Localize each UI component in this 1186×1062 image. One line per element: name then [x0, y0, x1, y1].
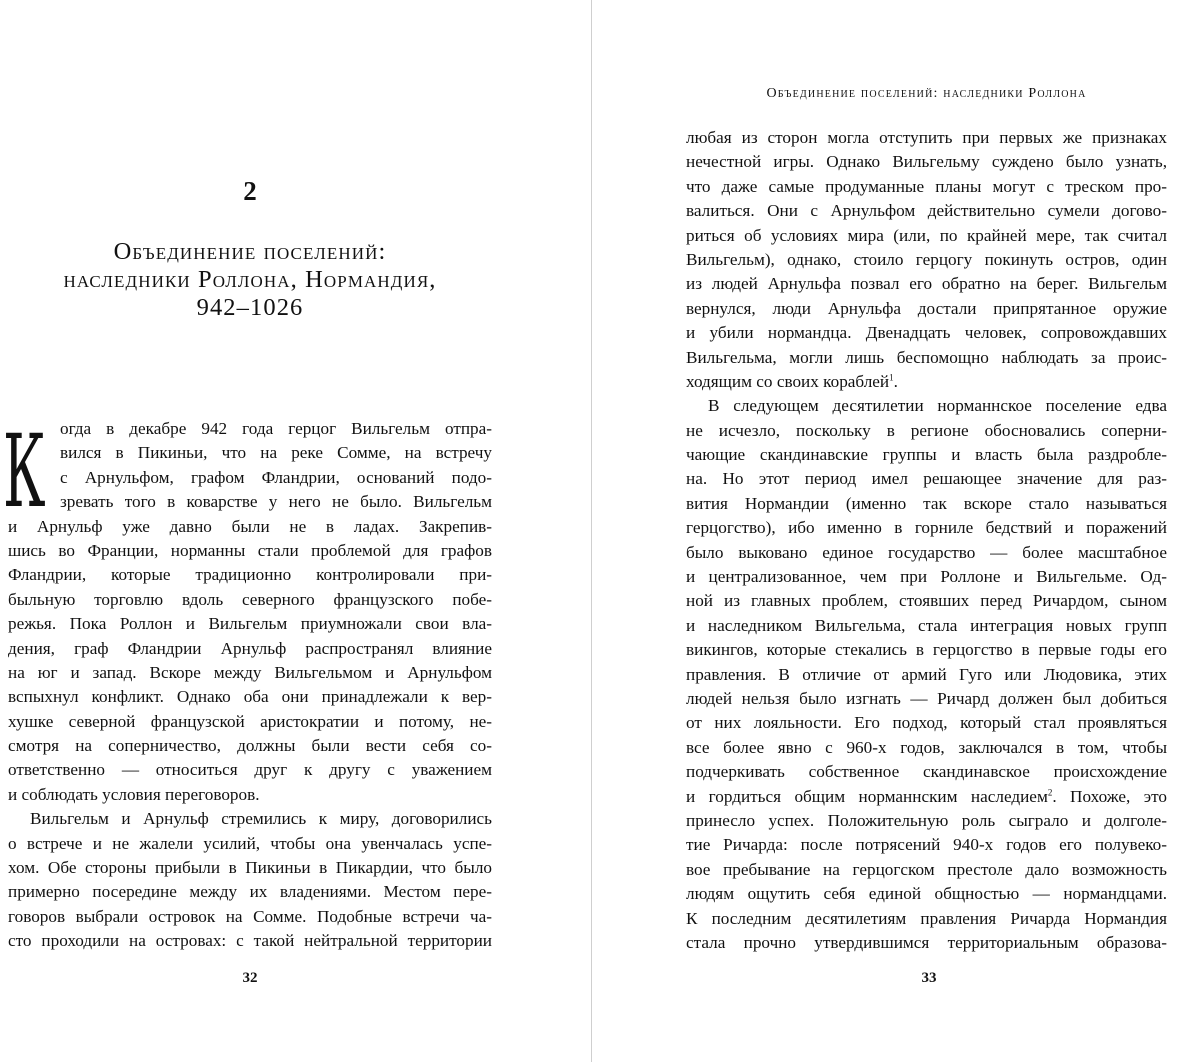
text-line: все более явно с 960-х годов, заключался в том, чтобы [686, 737, 1167, 757]
text-line: дения, граф Фландрии Арнульф распространял влияние [8, 638, 492, 658]
chapter-title [0, 238, 500, 322]
text-line: риться об условиях мира (или, по крайней мере, так считал [686, 225, 1167, 245]
text-line: К последним десятилетиям правления Ричарда Нормандия [686, 908, 1167, 928]
text-line: вернулся, люди Арнульфа достали припрятанное оружие [686, 298, 1167, 318]
text-line: не исчезло, поскольку в регионе обосновались соперни- [686, 420, 1167, 440]
text-line: принесло успех. Положительную роль сыграло и долголе- [686, 810, 1167, 830]
page-number: 32 [242, 970, 258, 986]
text-line: валиться. Они с Арнульфом действительно сумели догово- [686, 201, 1167, 221]
text-line: Вильгельма, могли лишь беспомощно наблюдать за проис- [686, 347, 1167, 367]
text-line: и убили нормандца. Двенадцать человек, сопровождавших [686, 323, 1167, 343]
text-line: о встрече и не жалели усилий, чтобы она увенчалась успе- [8, 833, 492, 853]
chapter-title-line: наследники Роллона, Нормандия, [63, 266, 437, 293]
text-line: и наследником Вильгельма, стала интеграция новых групп [686, 615, 1167, 635]
text-line: викингов, которые стекались в герцогство в первые годы его [686, 640, 1167, 660]
page-number: 33 [921, 970, 937, 986]
text-line: ной из главных проблем, стоявших перед Ричардом, сыном [686, 591, 1167, 611]
text-line: было выковано единое государство — более масштабное [686, 542, 1167, 562]
text-fragment: и гордиться общим норманнским наследием [686, 786, 1048, 806]
text-line: быльную торговлю вдоль северного французского побе- [8, 589, 492, 609]
text-line: Вильгельм и Арнульф стремились к миру, договорились [30, 809, 492, 829]
text-line: подчеркивать собственное скандинавское происхождение [686, 762, 1167, 782]
text-line: людям ощутить себя единой общностью — нормандцами. [686, 884, 1167, 904]
right-page [592, 0, 1186, 1062]
left-page [0, 0, 590, 1062]
text-line: огда в декабре 942 года герцог Вильгельм отпра- [60, 419, 492, 438]
text-line: с Арнульфом, графом Фландрии, оснований подо- [60, 467, 492, 487]
paragraph [8, 807, 492, 953]
drop-cap: К [3, 413, 46, 530]
text-fragment: . [893, 371, 898, 391]
footnote-marker: 2 [1047, 786, 1053, 797]
text-line: примерно посередине между их владениями. Местом пере- [8, 882, 492, 902]
paragraph [8, 417, 492, 807]
text-line: сто проходили на островах: с такой нейтральной территории [8, 931, 492, 951]
text-line: от них лояльности. Его подход, который стал проявляться [686, 713, 1167, 733]
text-line [686, 785, 1167, 809]
text-line [686, 370, 1167, 394]
text-line: стала прочно утвердившимся территориальным образова- [686, 932, 1167, 952]
footnote-marker: 1 [889, 372, 894, 383]
text-line: герцогство), ибо именно в горниле бедствий и поражений [686, 518, 1167, 538]
text-line: смотря на соперничество, должны были вести себя со- [8, 736, 492, 756]
text-line: вития Нормандии (именно так вскоре стало называться [686, 493, 1167, 513]
text-line: шись во Франции, норманны стали проблемой для графов [8, 540, 492, 560]
text-line: на юг и запад. Вскоре между Вильгельмом и Арнульфом [8, 662, 492, 682]
text-fragment: . Похоже, это [1052, 786, 1167, 806]
text-line: ответственно — относиться друг к другу с уважением [8, 760, 492, 780]
text-line: Вильгельм), однако, стоило герцогу покинуть остров, один [686, 249, 1167, 269]
text-line: говоров выбрали островок на Сомме. Подобные встречи ча- [8, 906, 492, 926]
text-line: В следующем десятилетии норманнское поселение едва [708, 396, 1167, 416]
text-line: и соблюдать условия переговоров. [8, 784, 260, 804]
running-head: Объединение поселений: наследники Роллона [766, 86, 1087, 101]
right-page-body [686, 126, 1167, 955]
text-line: людей нельзя было изгнать — Ричард должен был добиться [686, 688, 1167, 708]
text-line: что даже самые продуманные планы могут с треском про- [686, 176, 1167, 196]
text-line: нечестной игры. Однако Вильгельму суждено было узнать, [686, 152, 1167, 172]
text-line: режья. Пока Роллон и Вильгельм приумножали свои вла- [8, 614, 492, 634]
text-line: и Арнульф уже давно были не в ладах. Закрепив- [8, 516, 492, 536]
text-line: вился в Пикиньи, что на реке Сомме, на встречу [60, 443, 492, 463]
left-page-body [8, 417, 492, 954]
chapter-title-line: Объединение поселений: [113, 238, 387, 265]
text-line: правления. В отличие от армий Гуго или Людовика, этих [686, 664, 1167, 684]
text-line: чающие скандинавские группы и власть была раздробле- [686, 445, 1167, 465]
text-line: любая из сторон могла отступить при первых же признаках [686, 128, 1167, 147]
chapter-title-line: 942–1026 [196, 294, 304, 321]
text-line: тие Ричарда: после потрясений 940-х годов его полувеко- [686, 835, 1167, 855]
text-line: Фландрии, которые традиционно контролировали при- [8, 565, 492, 585]
chapter-number: 2 [243, 176, 257, 206]
text-line: вое пребывание на герцогском престоле дало возможность [686, 859, 1167, 879]
text-line: и централизованное, чем при Роллоне и Вильгельме. Од- [686, 567, 1167, 587]
text-line: зревать того в коварстве у него не было. Вильгельм [60, 492, 492, 512]
paragraph [686, 394, 1167, 955]
text-line: из людей Арнульфа позвал его обратно на берег. Вильгельм [686, 274, 1167, 294]
text-line: хом. Обе стороны прибыли в Пикиньи в Пикардии, что было [8, 858, 492, 878]
text-line: на. Но этот период имел решающее значение для раз- [686, 469, 1167, 489]
text-line: хушке северной французской аристократии и потому, не- [8, 711, 492, 731]
text-fragment: ходящим со своих кораблей [686, 371, 890, 391]
text-line: вспыхнул конфликт. Однако оба они принадлежали к вер- [8, 687, 492, 707]
paragraph [686, 126, 1167, 394]
